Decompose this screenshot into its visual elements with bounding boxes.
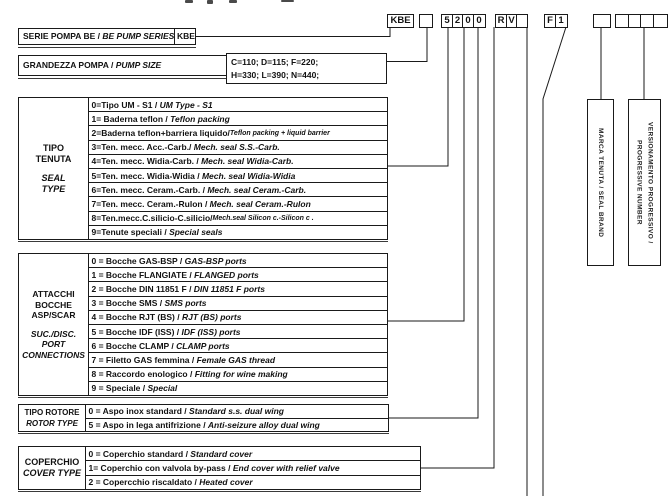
cover-type-label	[19, 447, 86, 489]
progressive-number-box	[628, 99, 661, 266]
row-text-en: Teflon packing + liquid barrier	[229, 129, 330, 137]
grandezza-value-line2: H=330; L=390; N=440;	[231, 70, 320, 80]
progressive-number-line1: VERSIONAMENTO PROGRESSIVO /	[646, 121, 654, 244]
code-cell-rv: R	[495, 14, 507, 28]
code-cell-f: F	[544, 14, 556, 28]
code-cell-blank	[593, 14, 611, 28]
row-text-it: 1= Coperchio con valvola by-pass /	[88, 462, 233, 473]
code-cell-rv: V	[506, 14, 518, 28]
row-text-it: 9=Tenute speciali /	[91, 227, 170, 238]
code-group-digits	[441, 14, 486, 28]
row-text-en: IDF (ISS) ports	[181, 326, 241, 337]
cover-type-rows	[86, 447, 420, 489]
seal-type-row	[89, 196, 387, 210]
scan-artifact	[185, 0, 193, 3]
row-text-en: CLAMP ports	[176, 340, 230, 351]
seal-type-row	[89, 111, 387, 125]
wire-rotore	[389, 27, 478, 418]
seal-brand-box	[587, 99, 614, 266]
row-text-it: 5 = Aspo in lega antifrizione /	[88, 419, 208, 430]
serie-label-en: BE PUMP SERIES	[102, 31, 175, 41]
port-row	[89, 352, 387, 366]
cover-type-underline	[18, 491, 421, 492]
code-cell-series: KBE	[387, 14, 414, 28]
serie-underline	[18, 47, 196, 48]
row-text-it: 4=Ten. mecc. Widia-Carb. /	[91, 156, 202, 167]
seal-type-row	[89, 168, 387, 182]
row-text-en: SMS ports	[164, 298, 207, 309]
row-text-en: Fitting for wine making	[194, 369, 288, 380]
row-text-en: Mech.seal Silicon c.-Silicon c .	[212, 214, 314, 222]
row-text-en: DIN 11851 F ports	[193, 284, 265, 294]
row-text-it: 3 = Bocche SMS /	[91, 298, 165, 309]
port-connections-section	[18, 253, 388, 396]
code-cell-f: 1	[555, 14, 568, 28]
seal-type-row	[89, 140, 387, 154]
row-text-en: GAS-BSP ports	[184, 255, 247, 266]
row-text-it: 7 = Filetto GAS femmina /	[91, 355, 197, 366]
wire-f1	[543, 27, 566, 496]
code-group-series	[387, 14, 414, 28]
seal-type-label-it2: TENUTA	[35, 153, 72, 164]
code-group-seal-brand	[593, 14, 611, 28]
row-text-it: 3=Ten. mecc. Acc.-Carb./	[91, 142, 194, 153]
row-text-en: Mech. seal Ceram.-Carb.	[207, 184, 307, 195]
seal-type-row	[89, 154, 387, 168]
scan-artifact	[281, 0, 294, 2]
wire-grandezza	[387, 27, 427, 62]
port-connections-label-en: SUC./DISC. PORT CONNECTIONS	[22, 328, 85, 360]
seal-type-label-en1: SEAL	[41, 172, 66, 183]
row-text-en: Teflon packing	[170, 113, 230, 124]
port-connections-label-it: ATTACCHI BOCCHE ASP/SCAR	[31, 289, 76, 320]
row-text-en: Female GAS thread	[196, 355, 276, 366]
port-row	[89, 310, 387, 324]
progressive-number-label	[633, 122, 655, 244]
port-connections-rows	[89, 254, 387, 395]
row-text-it: 4 = Bocche RJT (BS) /	[91, 312, 182, 323]
port-row	[89, 281, 387, 295]
progressive-number-line2: PROGRESSIVE NUMBER	[635, 140, 643, 225]
wire-serie	[196, 27, 390, 37]
wire-tenuta	[388, 27, 448, 166]
row-text-en: Anti-seizure alloy dual wing	[207, 419, 320, 430]
seal-type-section	[18, 97, 388, 240]
row-text-it: 5 = Bocche IDF (ISS) /	[91, 326, 182, 337]
serie-value-box: KBE	[174, 28, 196, 45]
seal-type-label-en2: TYPE	[41, 183, 66, 194]
cover-type-label-en: COVER TYPE	[22, 468, 81, 478]
scan-artifact	[207, 0, 213, 4]
code-group-rv	[495, 14, 528, 28]
row-text-en: Special seals	[169, 227, 223, 238]
serie-label-box	[18, 28, 175, 45]
seal-type-label-it1: TIPO	[42, 142, 64, 153]
code-cell-digit: 5	[441, 14, 453, 28]
row-text-it: 2=Baderna teflon+barriera liquido/	[91, 128, 230, 138]
scan-artifact	[229, 0, 237, 3]
grandezza-label-it: GRANDEZZA POMPA /	[23, 60, 116, 70]
rotor-type-section	[18, 404, 389, 432]
row-text-it: 7=Ten. mecc. Ceram.-Rulon /	[91, 199, 210, 210]
port-row	[89, 381, 387, 395]
wire-coperchio	[421, 27, 494, 468]
port-row	[89, 296, 387, 310]
grandezza-value-box	[226, 53, 387, 84]
port-connections-underline	[18, 397, 388, 398]
seal-type-row	[89, 182, 387, 196]
seal-brand-label: MARCA TENUTA / SEAL BRAND	[597, 127, 605, 238]
wire-attacchi	[388, 27, 464, 321]
row-text-it: 9 = Speciale /	[91, 383, 148, 394]
row-text-it: 2 = Bocche DIN 11851 F /	[91, 284, 194, 294]
row-text-it: 6=Ten. mecc. Ceram.-Carb. /	[91, 184, 208, 195]
row-text-en: Mech. seal Ceram.-Rulon	[209, 199, 311, 210]
row-text-en: Standard cover	[190, 448, 253, 459]
row-text-it: 0=Tipo UM - S1 /	[91, 99, 160, 110]
row-text-it: 0 = Aspo inox standard /	[88, 406, 190, 417]
row-text-en: FLANGED ports	[194, 269, 259, 280]
row-text-en: UM Type - S1	[159, 99, 213, 110]
row-text-it: 2 = Copercchio riscaldato /	[88, 477, 200, 488]
grandezza-value-line1: C=110; D=115; F=220;	[231, 57, 319, 67]
rotor-type-label-it: TIPO ROTORE	[24, 408, 80, 417]
rotor-type-label	[19, 405, 86, 431]
grandezza-label-box	[18, 55, 227, 76]
code-group-progressive	[615, 14, 668, 28]
rotor-type-rows	[86, 405, 388, 431]
row-text-en: Standard s.s. dual wing	[189, 406, 284, 417]
row-text-en: Mech. seal Widia-Widia	[201, 170, 296, 181]
seal-type-rows	[89, 98, 387, 239]
code-cell-digit: 0	[473, 14, 486, 28]
row-text-it: 0 = Coperchio standard /	[88, 448, 191, 459]
seal-type-label	[19, 98, 89, 239]
row-text-en: Special	[147, 383, 178, 394]
grandezza-label-en: PUMP SIZE	[115, 60, 162, 70]
code-cell-size	[419, 14, 433, 28]
cover-type-label-it: COPERCHIO	[24, 456, 80, 467]
code-cell-rv	[516, 14, 528, 28]
seal-type-row	[89, 211, 387, 225]
port-connections-label	[19, 254, 89, 395]
cover-row	[86, 447, 420, 460]
code-group-f	[544, 14, 568, 28]
seal-type-row	[89, 225, 387, 239]
rotor-type-underline	[18, 433, 389, 434]
row-text-en: RJT (BS) ports	[181, 312, 242, 323]
row-text-it: 0 = Bocche GAS-BSP /	[91, 255, 185, 266]
port-row	[89, 367, 387, 381]
row-text-en: Mech. seal Widia-Carb.	[201, 156, 294, 167]
row-text-it: 6 = Bocche CLAMP /	[91, 340, 177, 351]
rotor-type-label-en: ROTOR TYPE	[26, 419, 78, 428]
row-text-it: 1 = Bocche FLANGIATE /	[91, 269, 195, 280]
code-group-size	[419, 14, 433, 28]
code-cell-digit: 2	[452, 14, 464, 28]
serie-label-it: SERIE POMPA BE /	[23, 31, 103, 41]
port-row	[89, 324, 387, 338]
port-row	[89, 338, 387, 352]
row-text-en: Mech. seal S.S.-Carb.	[193, 142, 280, 153]
grandezza-underline	[18, 78, 227, 79]
rotor-row	[86, 418, 388, 432]
cover-row	[86, 475, 420, 489]
row-text-it: 5=Ten. mecc. Widia-Widia /	[91, 170, 202, 181]
row-text-it: 8=Ten.mecc.C.silicio-C.silicio/	[91, 213, 213, 224]
seal-type-row	[89, 125, 387, 139]
row-text-en: End cover with relief valve	[232, 462, 340, 473]
seal-type-row	[89, 98, 387, 111]
port-row	[89, 254, 387, 267]
cover-row	[86, 460, 420, 474]
seal-type-underline	[18, 241, 388, 242]
cover-type-section	[18, 446, 421, 490]
code-cell-blank	[653, 14, 668, 28]
code-cell-digit: 0	[462, 14, 474, 28]
row-text-it: 1= Baderna teflon /	[91, 113, 171, 124]
row-text-en: Heated cover	[199, 477, 253, 488]
rotor-row	[86, 405, 388, 418]
port-row	[89, 267, 387, 281]
row-text-it: 8 = Raccordo enologico /	[91, 369, 195, 380]
